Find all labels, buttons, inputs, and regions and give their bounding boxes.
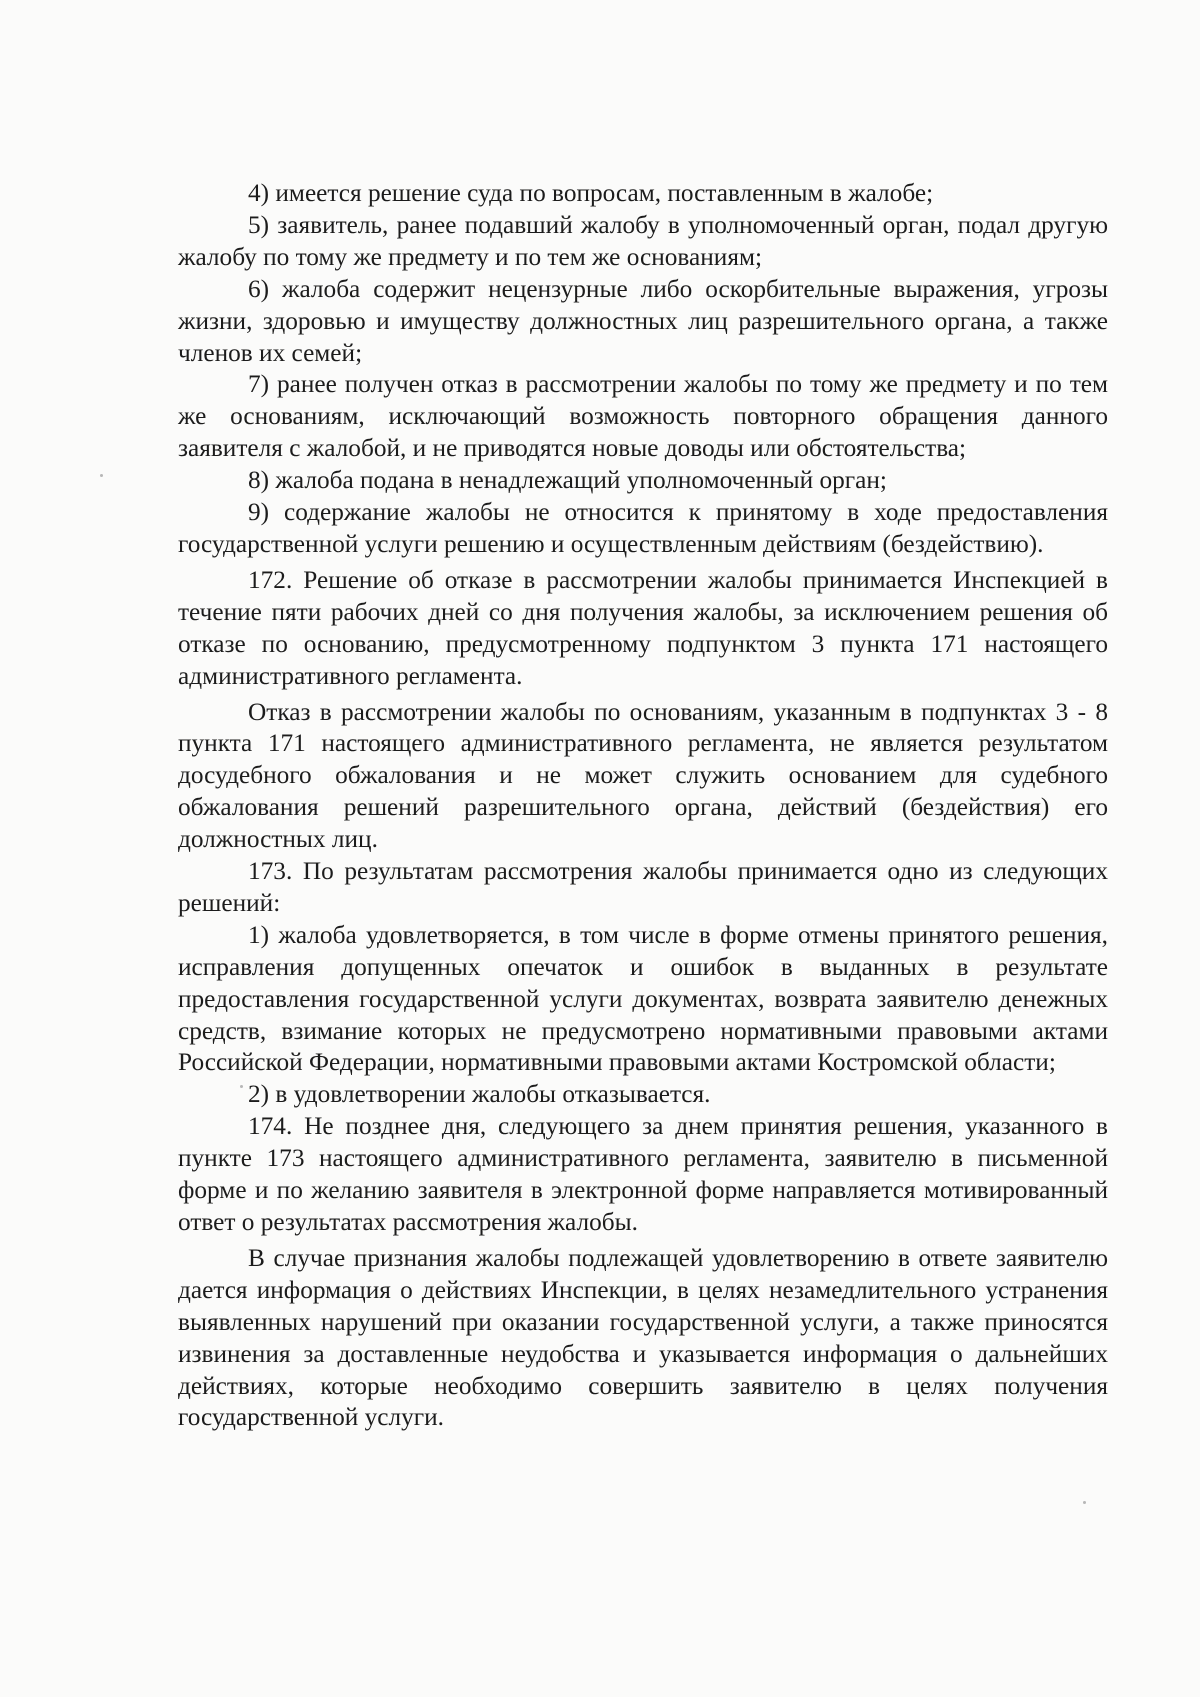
paragraph-6-obscene-content: 6) жалоба содержит нецензурные либо оскорбительные выражения, угрозы жизни, здоровью и имуществу должностных лиц разрешительного органа, а также членов их семей;	[178, 274, 1108, 367]
paragraph-9-unrelated-content: 9) содержание жалобы не относится к принятому в ходе предоставления государственной услуги решению и осуществленным действиям (бездействию).	[178, 498, 1108, 558]
paragraph-refusal-grounds: Отказ в рассмотрении жалобы по основаниям, указанным в подпунктах 3 - 8 пункта 171 настоящего административного регламента, не является результатом досудебного обжалования и не может служить основанием для судебного обжалования решений разрешительного органа, действий (бездействия) его должностных лиц.	[178, 697, 1108, 854]
paragraph-173-1-satisfied: 1) жалоба удовлетворяется, в том числе в форме отмены принятого решения, исправления допущенных опечаток и ошибок в выданных в результате предоставления государственной услуги документах, возврата заявителю денежных средств, взимание которых не предусмотрено нормативными правовыми актами Российской Федерации, нормативными правовыми актами Костромской области;	[178, 920, 1108, 1077]
scan-speck	[100, 474, 103, 477]
paragraph-172-refusal-decision: 172. Решение об отказе в рассмотрении жалобы принимается Инспекцией в течение пяти рабочих дней со дня получения жалобы, за исключением решения об отказе по основанию, предусмотренному подпунктом 3 пункта 171 настоящего административного регламента.	[178, 565, 1108, 690]
paragraph-173-2-refused: 2) в удовлетворении жалобы отказывается.	[248, 1080, 711, 1109]
paragraph-4-court-decision: 4) имеется решение суда по вопросам, поставленным в жалобе;	[248, 179, 934, 207]
scan-speck	[1083, 1501, 1086, 1504]
paragraph-satisfaction-information: В случае признания жалобы подлежащей удовлетворению в ответе заявителю дается информация о действиях Инспекции, в целях незамедлительного устранения выявленных нарушений при оказании государственной услуги, а также приносятся извинения за доставленные неудобства и указывается информация о дальнейших действиях, которые необходимо совершить заявителю в целях получения государственной услуги.	[178, 1243, 1108, 1432]
document-body	[178, 178, 1108, 1434]
scan-speck	[240, 1085, 243, 1088]
paragraph-173-review-results: 173. По результатам рассмотрения жалобы принимается одно из следующих решений:	[178, 857, 1108, 917]
paragraph-174-motivated-answer: 174. Не позднее дня, следующего за днем принятия решения, указанного в пункте 173 настоящего административного регламента, заявителю в письменной форме и по желанию заявителя в электронной форме направляется мотивированный ответ о результатах рассмотрения жалобы.	[178, 1112, 1108, 1236]
paragraph-8-wrong-authority: 8) жалоба подана в ненадлежащий уполномоченный орган;	[248, 466, 887, 495]
paragraph-7-previous-refusal: 7) ранее получен отказ в рассмотрении жалобы по тому же предмету и по тем же основаниям, исключающий возможность повторного обращения данного заявителя с жалобой, и не приводятся новые доводы или обстоятельства;	[178, 370, 1108, 463]
paragraph-5-repeat-complaint: 5) заявитель, ранее подавший жалобу в уполномоченный орган, подал другую жалобу по тому же предмету и по тем же основаниям;	[178, 210, 1108, 271]
